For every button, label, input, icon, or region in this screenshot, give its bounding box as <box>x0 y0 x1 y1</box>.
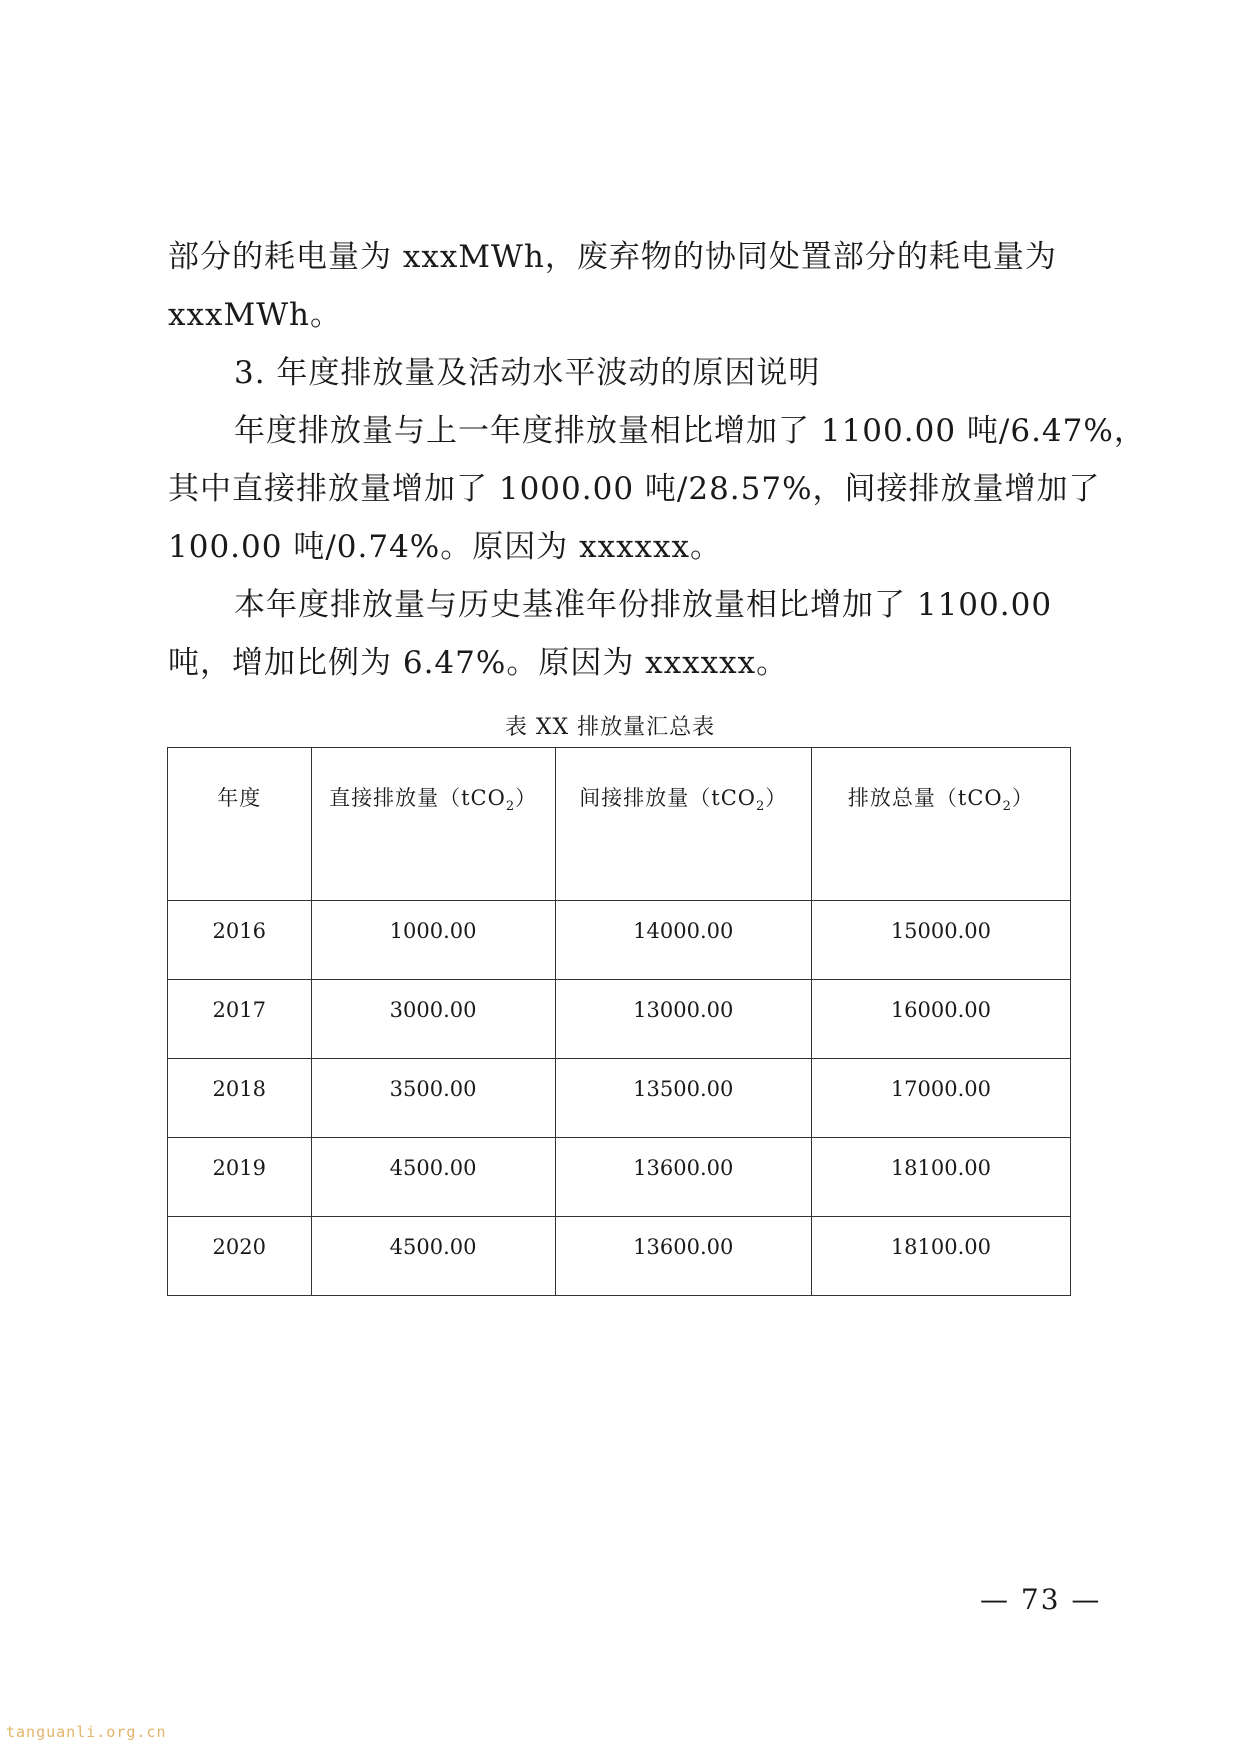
text-line: 其中直接排放量增加了 1000.00 吨/28.57%，间接排放量增加了 <box>168 471 1101 507</box>
text-line: xxxMWh。 <box>168 297 343 333</box>
emissions-summary-table <box>167 747 1071 1296</box>
paragraph-electricity <box>168 228 1098 344</box>
table-row <box>168 1217 1071 1296</box>
cell-total: 16000.00 <box>811 980 1070 1059</box>
text-line: 100.00 吨/0.74%。原因为 xxxxxx。 <box>168 529 722 565</box>
table-row <box>168 980 1071 1059</box>
table-row <box>168 1138 1071 1217</box>
cell-total: 15000.00 <box>811 901 1070 980</box>
text-line: 吨，增加比例为 6.47%。原因为 xxxxxx。 <box>168 645 789 681</box>
cell-indirect: 13500.00 <box>555 1059 811 1138</box>
text-line: 本年度排放量与历史基准年份排放量相比增加了 1100.00 <box>234 587 1053 623</box>
table-header-row <box>168 748 1071 901</box>
cell-direct: 3500.00 <box>311 1059 555 1138</box>
cell-total: 18100.00 <box>811 1138 1070 1217</box>
paragraph-annual-change <box>168 402 1146 576</box>
cell-direct: 4500.00 <box>311 1217 555 1296</box>
cell-indirect: 13000.00 <box>555 980 811 1059</box>
cell-total: 18100.00 <box>811 1217 1070 1296</box>
cell-indirect: 14000.00 <box>555 901 811 980</box>
section-heading <box>168 344 1098 402</box>
table-row <box>168 901 1071 980</box>
table-caption: 表 XX 排放量汇总表 <box>504 715 716 740</box>
cell-direct: 1000.00 <box>311 901 555 980</box>
text-line: 年度排放量与上一年度排放量相比增加了 1100.00 吨/6.47%， <box>234 413 1146 449</box>
cell-total: 17000.00 <box>811 1059 1070 1138</box>
header-indirect-emissions: 间接排放量（tCO$_2$） <box>555 748 811 901</box>
cell-direct: 4500.00 <box>311 1138 555 1217</box>
watermark: tanguanli.org.cn <box>6 1723 167 1741</box>
header-direct-emissions: 直接排放量（tCO$_2$） <box>311 748 555 901</box>
cell-year: 2019 <box>168 1138 312 1217</box>
table-row <box>168 1059 1071 1138</box>
header-year: 年度 <box>168 748 312 901</box>
cell-direct: 3000.00 <box>311 980 555 1059</box>
text-line: 部分的耗电量为 xxxMWh，废弃物的协同处置部分的耗电量为 <box>168 239 1057 275</box>
header-total-emissions: 排放总量（tCO$_2$） <box>811 748 1070 901</box>
cell-year: 2017 <box>168 980 312 1059</box>
cell-indirect: 13600.00 <box>555 1217 811 1296</box>
paragraph-baseline-change <box>168 576 1098 692</box>
cell-year: 2016 <box>168 901 312 980</box>
heading-text: 3. 年度排放量及活动水平波动的原因说明 <box>234 355 821 391</box>
cell-indirect: 13600.00 <box>555 1138 811 1217</box>
page-number: — 73 — <box>980 1583 1102 1616</box>
cell-year: 2018 <box>168 1059 312 1138</box>
cell-year: 2020 <box>168 1217 312 1296</box>
